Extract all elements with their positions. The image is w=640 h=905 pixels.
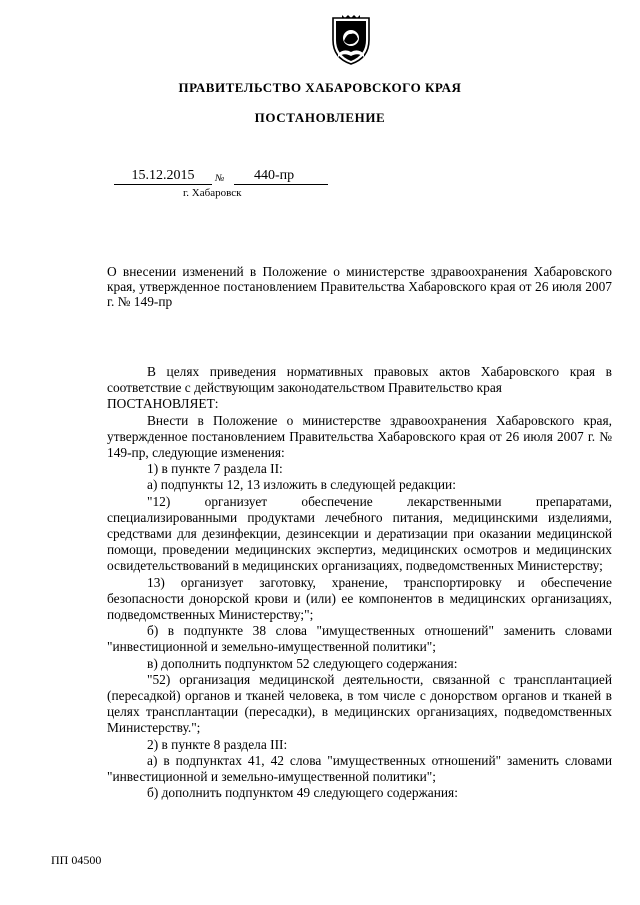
body-paragraph: 1) в пункте 7 раздела II: xyxy=(147,461,283,477)
body-paragraph: в) дополнить подпунктом 52 следующего содержания: xyxy=(147,655,458,671)
document-body xyxy=(107,364,612,801)
body-paragraph: В целях приведения нормативных правовых актов Хабаровского края в соответствие с действующим законодательством Правительство края xyxy=(107,364,612,396)
document-city: г. Хабаровск xyxy=(183,187,242,199)
body-paragraph: а) подпункты 12, 13 изложить в следующей редакции: xyxy=(147,477,456,493)
document-type: ПОСТАНОВЛЕНИЕ xyxy=(254,110,386,125)
document-subject: О внесении изменений в Положение о министерстве здравоохранения Хабаровского края, утвержденное постановлением Правительства Хабаровского края от 26 июля 2007 г. № 149-пр xyxy=(107,264,612,309)
body-paragraph: 13) организует заготовку, хранение, транспортировку и обеспечение безопасности донорской крови и (или) ее компонентов в медицинских организациях, подведомственных Министерству;"; xyxy=(107,574,612,623)
body-paragraph: а) в подпунктах 41, 42 слова "имущественных отношений" заменить словами "инвестиционной и земельно-имущественной политики"; xyxy=(107,752,612,785)
document-date: 15.12.2015 xyxy=(114,168,212,185)
body-paragraph: "52) организация медицинской деятельности, связанной с трансплантацией (пересадкой) органов и тканей человека, в том числе с донорством органов и тканей в целях трансплантации (пересадки), в медицинских организациях, подведомственных Министерству."; xyxy=(107,671,612,736)
body-paragraph: "12) организует обеспечение лекарственными препаратами, специализированными продуктами лечебного питания, медицинскими изделиями, средствами для дезинфекции, дезинсекции и дератизации при оказании медицинской помощи, проведении медицинских экспертиз, медицинских осмотров и медицинских освидетельствований в медицинских организациях, подведомственных Министерству; xyxy=(107,493,612,574)
khabarovsk-coat-of-arms-icon xyxy=(330,14,372,66)
document-number: 440-пр xyxy=(234,168,328,185)
body-paragraph: ПОСТАНОВЛЯЕТ: xyxy=(107,396,219,412)
body-paragraph: б) в подпункте 38 слова "имущественных отношений" заменить словами "инвестиционной и земельно-имущественной политики"; xyxy=(107,623,612,655)
number-sign: № xyxy=(215,173,225,184)
footer-code: ПП 04500 xyxy=(51,853,102,867)
body-paragraph: Внести в Положение о министерстве здравоохранения Хабаровского края, утвержденное постановлением Правительства Хабаровского края от 26 июля 2007 г. № 149-пр, следующие изменения: xyxy=(107,412,612,461)
body-paragraph: 2) в пункте 8 раздела III: xyxy=(147,736,288,752)
government-title: ПРАВИТЕЛЬСТВО ХАБАРОВСКОГО КРАЯ xyxy=(178,80,462,95)
body-paragraph: б) дополнить подпунктом 49 следующего содержания: xyxy=(147,785,458,801)
